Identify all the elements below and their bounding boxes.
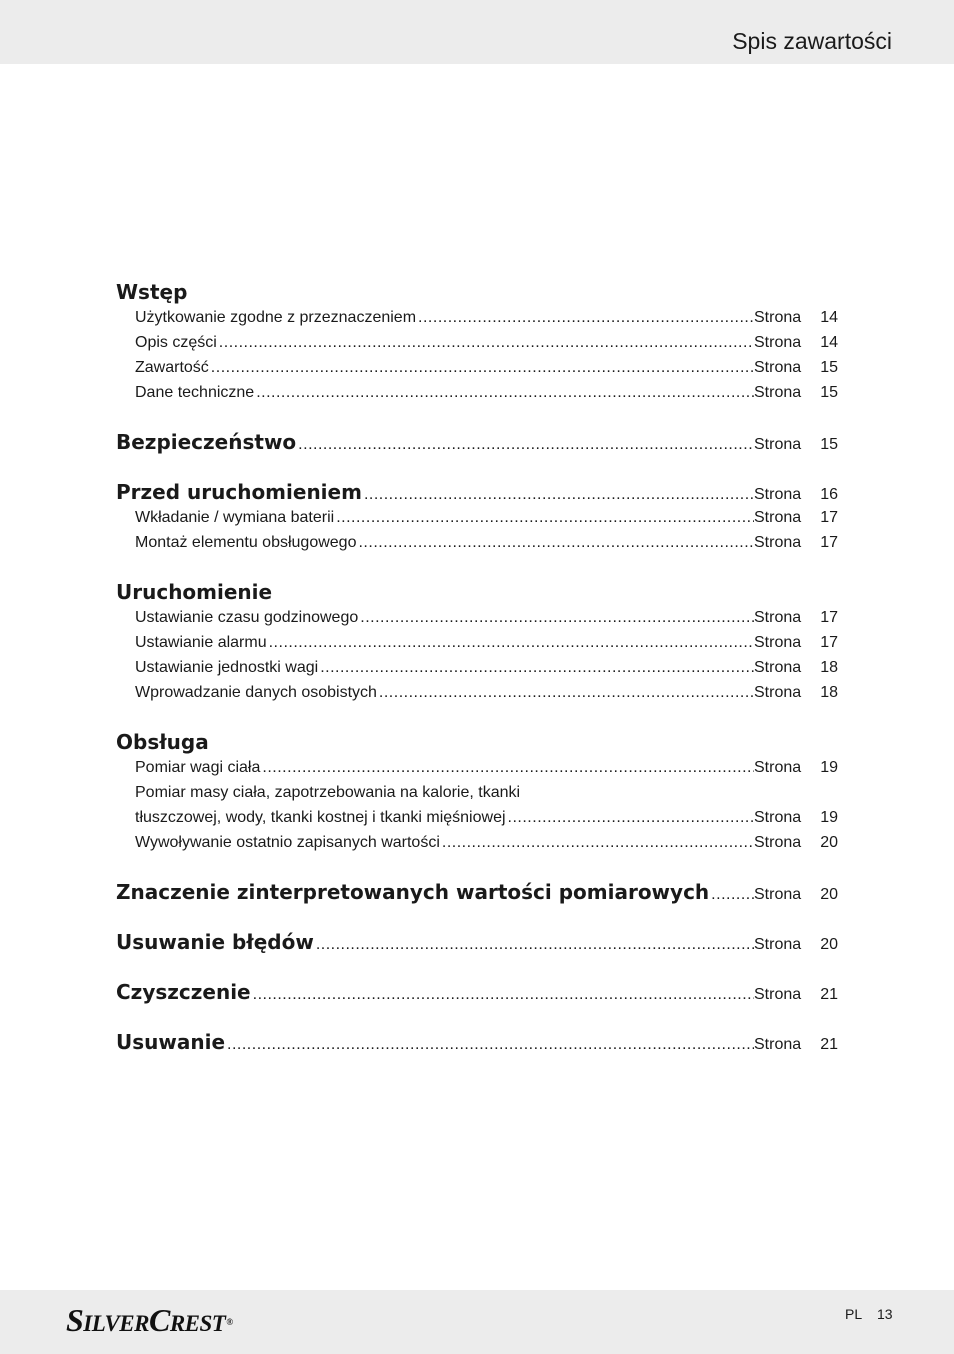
toc-entry-main[interactable] (116, 480, 838, 505)
toc-entry-label: Wkładanie / wymiana baterii (135, 509, 335, 526)
toc-entry-label: Ustawianie jednostki wagi (135, 659, 319, 676)
page-number: 20 (820, 834, 838, 851)
toc-entry-label: Bezpieczeństwo (116, 430, 297, 454)
dot-leader (356, 530, 754, 555)
page-number: 14 (820, 334, 838, 351)
dot-leader (267, 630, 754, 655)
page-number: 21 (820, 1036, 838, 1053)
toc-entry[interactable] (116, 305, 838, 330)
spacer (116, 1005, 838, 1030)
dot-leader (314, 932, 754, 957)
section-heading-wstep: Wstęp (116, 280, 188, 304)
dot-leader (318, 655, 754, 680)
page-title: Spis zawartości (732, 28, 892, 54)
toc-entry[interactable] (116, 655, 838, 680)
toc-entry-main[interactable] (116, 430, 838, 455)
page-word: Strona (754, 1036, 802, 1053)
toc-entry-label: Ustawianie alarmu (135, 634, 267, 651)
dot-leader (334, 505, 754, 530)
toc-entry[interactable] (116, 605, 838, 630)
toc-entry-line1[interactable] (116, 780, 838, 805)
toc-entry[interactable] (116, 380, 838, 405)
spacer (116, 555, 838, 580)
toc-entry[interactable] (116, 530, 838, 555)
dot-leader (296, 432, 754, 457)
page-number: 20 (820, 886, 838, 903)
page-number: 17 (820, 634, 838, 651)
toc-entry-main[interactable] (116, 930, 838, 955)
toc-entry-label: Opis części (135, 334, 217, 351)
page-number: 17 (820, 509, 838, 526)
dot-leader (254, 380, 754, 405)
page-number: 15 (820, 359, 838, 376)
page-number: 19 (820, 759, 838, 776)
toc-entry[interactable] (116, 355, 838, 380)
dot-leader (709, 882, 754, 907)
page-word: Strona (754, 436, 802, 453)
dot-leader (225, 1032, 754, 1057)
section-heading-uruchomienie: Uruchomienie (116, 580, 273, 604)
page-number: 15 (820, 384, 838, 401)
toc-entry-label: tłuszczowej, wody, tkanki kostnej i tkanki mięśniowej (135, 809, 506, 826)
dot-leader (260, 755, 754, 780)
page-word: Strona (754, 309, 802, 326)
silvercrest-logo: SILVERCREST® (66, 1302, 233, 1338)
page-number: 20 (820, 936, 838, 953)
toc-entry[interactable] (116, 505, 838, 530)
spacer (116, 455, 838, 480)
spacer (116, 955, 838, 980)
page-word: Strona (754, 986, 802, 1003)
toc-entry-label: Montaż elementu obsługowego (135, 534, 357, 551)
page-word: Strona (754, 684, 802, 701)
spacer (116, 905, 838, 930)
toc-entry-label: Usuwanie błędów (116, 930, 314, 954)
page-word: Strona (754, 509, 802, 526)
toc-entry-label: Użytkowanie zgodne z przeznaczeniem (135, 309, 417, 326)
page-number: 15 (820, 436, 838, 453)
page-word: Strona (754, 936, 802, 953)
page-number: 18 (820, 659, 838, 676)
toc-entry-label: Pomiar wagi ciała (135, 759, 261, 776)
toc-entry-label: Wywoływanie ostatnio zapisanych wartości (135, 834, 440, 851)
spacer (116, 405, 838, 430)
toc-entry[interactable] (116, 630, 838, 655)
dot-leader (251, 982, 754, 1007)
page-number: 17 (820, 609, 838, 626)
section-heading-obsluga: Obsługa (116, 730, 209, 754)
toc-entry[interactable] (116, 755, 838, 780)
toc-entry-main[interactable] (116, 880, 838, 905)
language-code: PL (845, 1306, 863, 1322)
spacer (116, 855, 838, 880)
page-number: 17 (820, 534, 838, 551)
dot-leader (362, 482, 754, 507)
toc-entry-main[interactable] (116, 980, 838, 1005)
toc-entry-label: Przed uruchomieniem (116, 480, 362, 504)
page-word: Strona (754, 486, 802, 503)
page-word: Strona (754, 759, 802, 776)
page-word: Strona (754, 834, 802, 851)
toc-entry-label: Zawartość (135, 359, 209, 376)
dot-leader (377, 680, 754, 705)
toc-entry-main[interactable] (116, 1030, 838, 1055)
page-word: Strona (754, 886, 802, 903)
dot-leader (440, 830, 754, 855)
toc-entry-label: Usuwanie (116, 1030, 226, 1054)
toc-entry[interactable] (116, 680, 838, 705)
toc-entry-label: Czyszczenie (116, 980, 251, 1004)
toc-entry-label: Dane techniczne (135, 384, 255, 401)
page-word: Strona (754, 659, 802, 676)
page-number: 14 (820, 309, 838, 326)
dot-leader (506, 805, 754, 830)
toc-entry-label: Pomiar masy ciała, zapotrzebowania na kalorie, tkanki (135, 784, 521, 801)
dot-leader (358, 605, 754, 630)
page-word: Strona (754, 359, 802, 376)
spacer (116, 705, 838, 730)
page-number-footer: 13 (877, 1306, 893, 1322)
page-word: Strona (754, 809, 802, 826)
page-number: 16 (820, 486, 838, 503)
page-word: Strona (754, 609, 802, 626)
page-word: Strona (754, 634, 802, 651)
table-of-contents (116, 280, 838, 1055)
page-number: 21 (820, 986, 838, 1003)
page-word: Strona (754, 334, 802, 351)
toc-entry-label: Wprowadzanie danych osobistych (135, 684, 377, 701)
toc-entry-label: Ustawianie czasu godzinowego (135, 609, 359, 626)
toc-entry[interactable] (116, 830, 838, 855)
toc-entry[interactable] (116, 330, 838, 355)
dot-leader (416, 305, 754, 330)
dot-leader (217, 330, 754, 355)
toc-entry[interactable] (116, 805, 838, 830)
page-number: 19 (820, 809, 838, 826)
toc-entry-label: Znaczenie zinterpretowanych wartości pomiarowych (116, 880, 710, 904)
page-word: Strona (754, 384, 802, 401)
page-number: 18 (820, 684, 838, 701)
dot-leader (209, 355, 754, 380)
page-word: Strona (754, 534, 802, 551)
